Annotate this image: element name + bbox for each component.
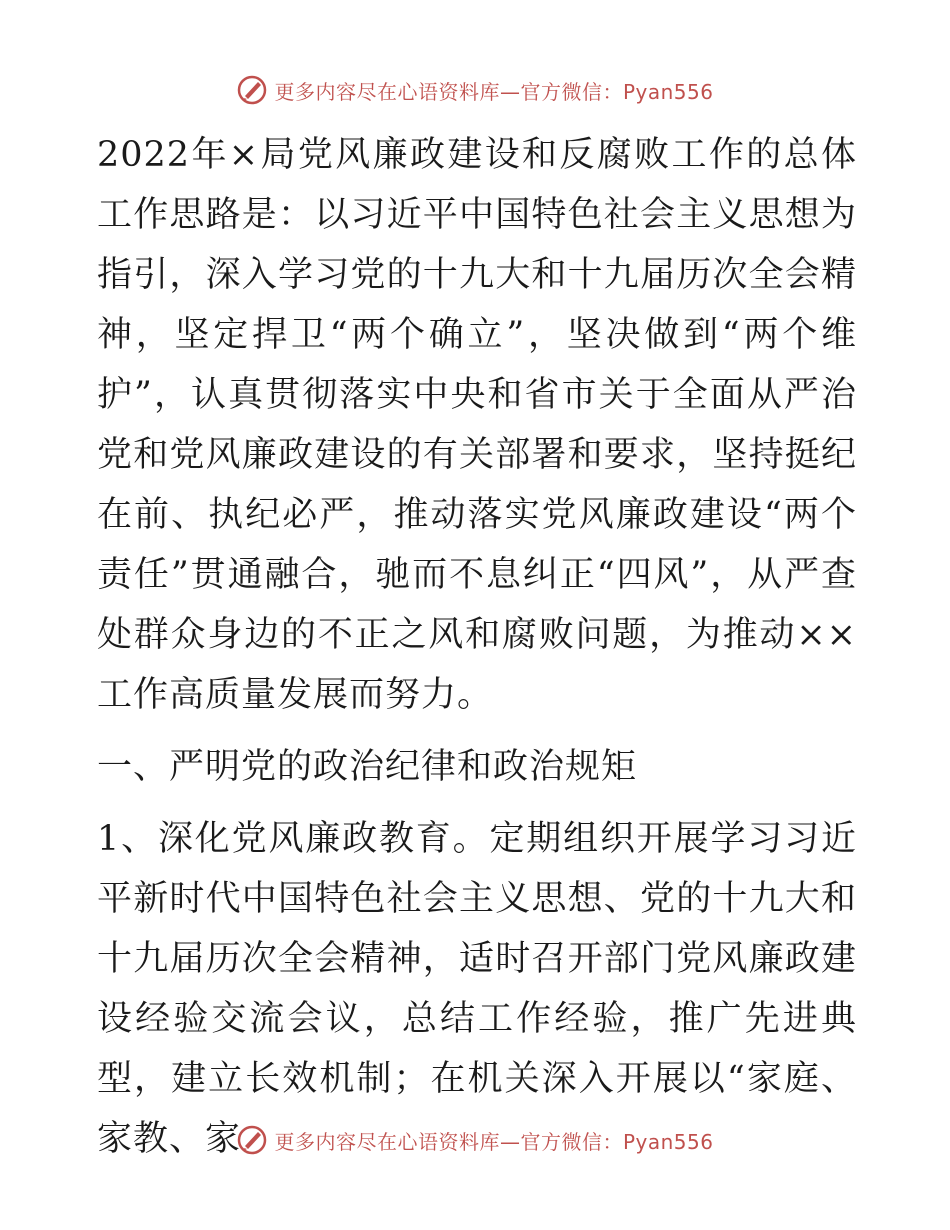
brand-logo-icon <box>236 1124 268 1156</box>
brand-logo-icon <box>236 74 268 106</box>
watermark-text: 更多内容尽在心语资料库—官方微信：Pyan556 <box>274 79 714 104</box>
watermark-text: 更多内容尽在心语资料库—官方微信：Pyan556 <box>274 1129 714 1154</box>
watermark-footer <box>0 1120 950 1160</box>
intro-paragraph: 2022年×局党风廉政建设和反腐败工作的总体工作思路是：以习近平中国特色社会主义思想为指引，深入学习党的十九大和十九届历次全会精神，坚定捍卫“两个确立”，坚决做到“两个维护”，认真贯彻落实中央和省市关于全面从严治党和党风廉政建设的有关部署和要求，坚持挺纪在前、执纪必严，推动落实党风廉政建设“两个责任”贯通融合，驰而不息纠正“四风”，从严查处群众身边的不正之风和腐败问题，为推动××工作高质量发展而努力。 <box>97 135 857 715</box>
watermark-header <box>0 70 950 110</box>
document-body <box>97 125 857 1169</box>
section-heading: 一、严明党的政治纪律和政治规矩 <box>97 747 638 787</box>
item-paragraph: 1、深化党风廉政教育。定期组织开展学习习近平新时代中国特色社会主义思想、党的十九大和十九届历次全会精神，适时召开部门党风廉政建设经验交流会议，总结工作经验，推广先进典型，建立长效机制；在机关深入开展以“家庭、家教、家 <box>97 819 857 1159</box>
